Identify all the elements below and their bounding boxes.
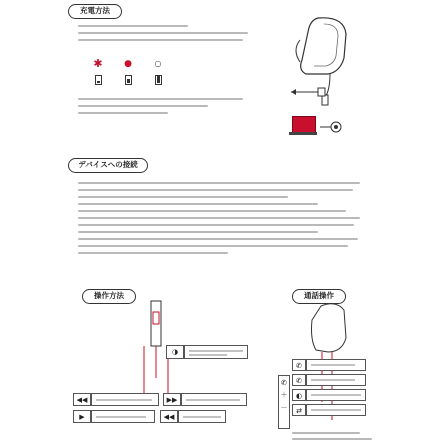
call-icon: ✆ bbox=[281, 379, 287, 387]
play-cell bbox=[73, 410, 91, 423]
call-row-2-label bbox=[306, 374, 366, 386]
onoff-button-cell bbox=[166, 345, 184, 359]
section-title-operation: 操作方法 bbox=[82, 289, 136, 304]
box-text-line bbox=[189, 354, 227, 356]
call-row-1-icon bbox=[292, 359, 306, 371]
rewind-icon: ◀◀ bbox=[163, 413, 175, 421]
box-text-line bbox=[311, 364, 355, 366]
section-title-charging: 充電方法 bbox=[68, 4, 122, 19]
power-burst-icon: ✱ bbox=[93, 57, 103, 70]
vol-down-icon: － bbox=[280, 404, 288, 412]
call-row-2-icon bbox=[292, 374, 306, 386]
box-text-line bbox=[183, 416, 221, 418]
section-title-call-operation: 通話操作 bbox=[292, 289, 346, 304]
mute-icon: ◐ bbox=[295, 392, 303, 400]
vol-prev-cell bbox=[73, 393, 91, 406]
call-row-4-icon bbox=[292, 404, 306, 416]
call-row-4-label bbox=[306, 404, 366, 416]
box-text-line bbox=[311, 394, 361, 396]
section-title-device-connection: デバイスへの接続 bbox=[68, 158, 148, 173]
ring-icon: ○ bbox=[154, 59, 162, 68]
switch-icon: ⇄ bbox=[296, 407, 302, 415]
vol-next-label bbox=[181, 393, 247, 406]
call-button-column bbox=[278, 375, 290, 429]
call-row-3-label bbox=[306, 389, 366, 401]
prev-icon: ◀◀ bbox=[76, 396, 88, 404]
rewind-label bbox=[178, 410, 226, 423]
play-icon: ▶ bbox=[79, 413, 85, 421]
box-text-line bbox=[311, 409, 361, 411]
call-row-3-icon bbox=[292, 389, 306, 401]
play-label bbox=[91, 410, 155, 423]
vol-up-icon: ＋ bbox=[280, 391, 288, 399]
operation-label-box bbox=[184, 345, 248, 359]
vol-next-cell bbox=[163, 393, 181, 406]
box-text-line bbox=[189, 350, 243, 352]
box-text-line bbox=[96, 416, 146, 418]
phone-icon: ✆ bbox=[296, 362, 302, 370]
onoff-icon: ◑ bbox=[171, 348, 179, 356]
footnote-line bbox=[292, 438, 372, 440]
box-text-line bbox=[96, 399, 152, 401]
dot-icon: ● bbox=[124, 59, 132, 69]
footnote-line bbox=[292, 432, 360, 434]
next-icon: ▶▶ bbox=[166, 396, 178, 404]
vol-prev-label bbox=[91, 393, 159, 406]
box-text-line bbox=[186, 399, 240, 401]
call-row-1-label bbox=[306, 359, 366, 371]
box-text-line bbox=[311, 379, 355, 381]
reject-icon: ✆ bbox=[296, 377, 302, 385]
rewind-cell bbox=[160, 410, 178, 423]
